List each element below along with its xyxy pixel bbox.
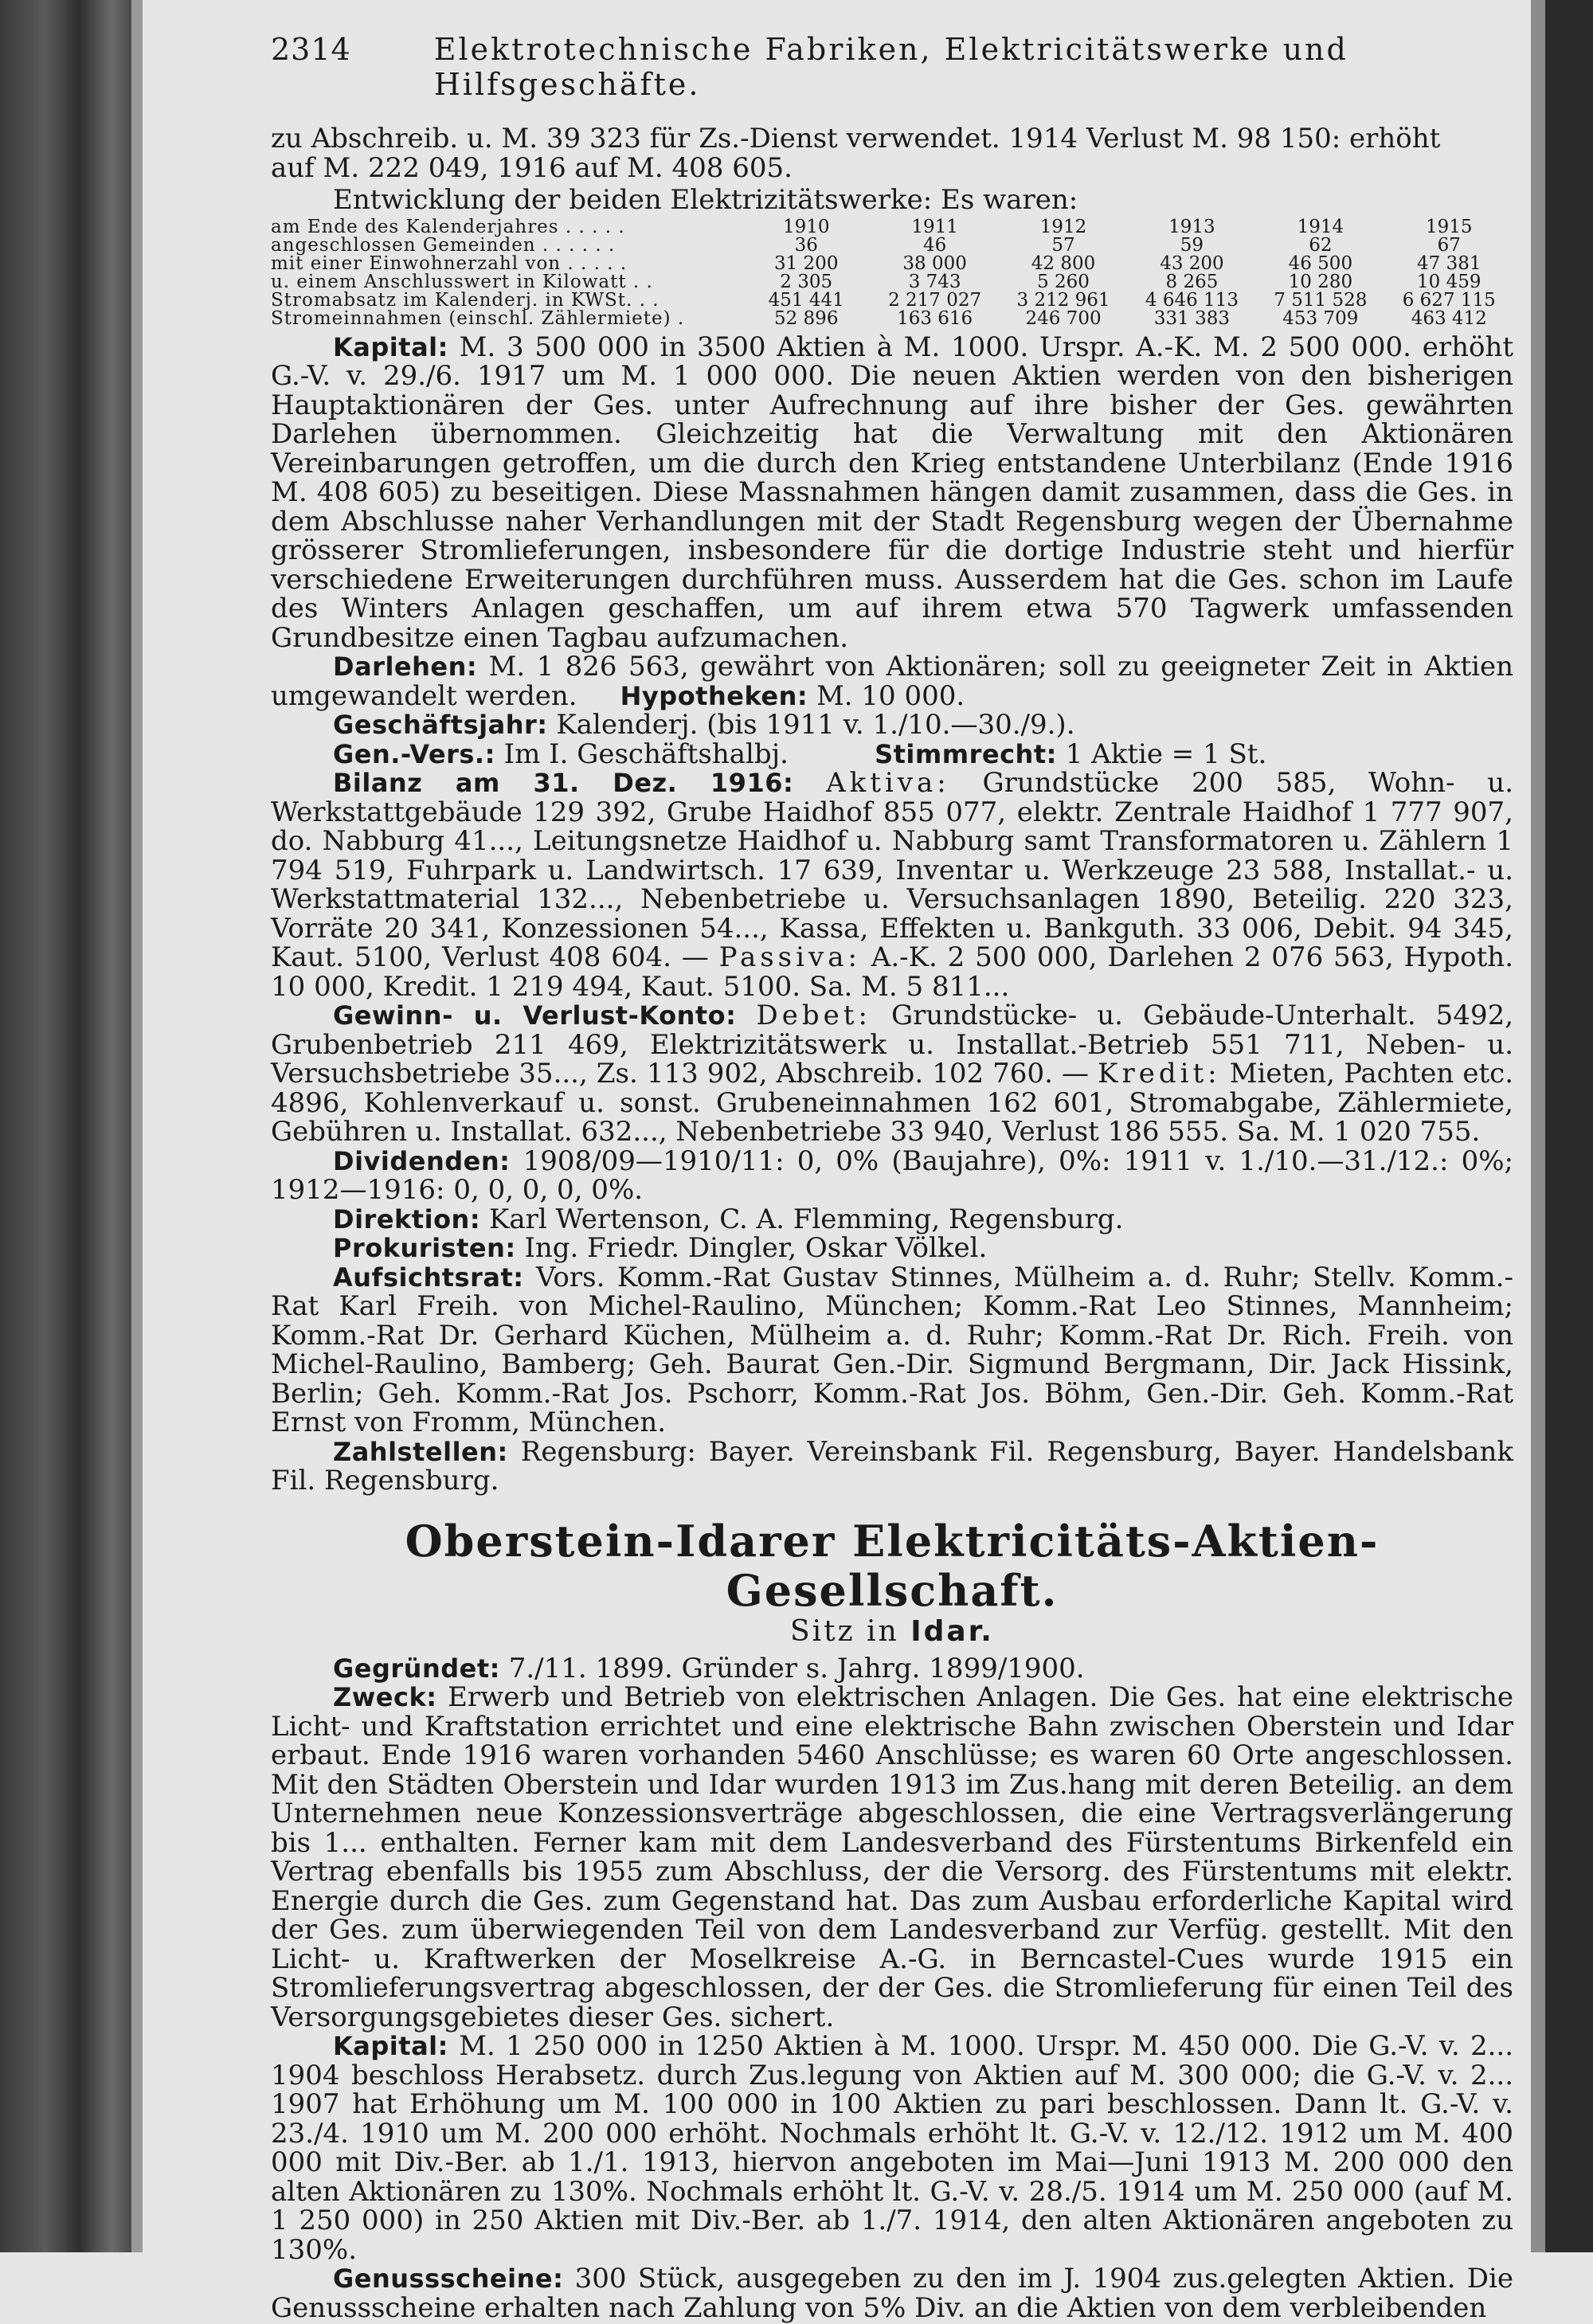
development-cell: 46 500 [1288,252,1353,274]
aufsichtsrat-paragraph [271,1263,1513,1438]
development-row-label: Stromeinnahmen (einschl. Zählermiete) . [271,307,685,329]
sitz-prefix: Sitz in [790,1614,899,1648]
aktiva-label: Aktiva: [826,767,950,799]
company-seat [271,1615,1513,1648]
genussscheine-key: Genussscheine: [333,2263,564,2294]
bilanz-paragraph [271,769,1513,1001]
development-cell: 453 709 [1282,307,1359,329]
aufsichtsrat-key: Aufsichtsrat: [333,1262,524,1293]
kapital-key: Kapital: [333,331,448,362]
document-page [271,32,1514,2324]
zahlstellen-paragraph [271,1435,1513,1497]
development-cell: 4 646 113 [1145,289,1239,311]
kapital2-key: Kapital: [333,2031,448,2061]
development-cell: 3 212 961 [1016,289,1110,311]
development-cell: 47 381 [1417,252,1481,274]
debet-label: Debet: [756,1000,871,1031]
development-cell: 2 305 [780,271,833,292]
development-cell: 8 265 [1165,271,1219,292]
aktiva-text: Grundstücke 200 585, Wohn- u. Werkstattgebäude 129 392, Grube Haidhof 855 077, elektr. Zentrale Haidhof 1 777 907, do. Nabburg 41..., Leitungsnetze Haidhof u. Nabburg samt Transformatoren u. Zählern 1 794 519, Fuhrpark u. Landwirtsch. 17 639, Inventar u. Werkzeuge 23 588, Installat.- u. Werkstattmaterial 132..., Nebenbetriebe u. Versuchsanlagen 1890, Beteilig. 220 323, Vorräte 20 341, Konzessionen 54..., Kassa, Effekten u. Bankguth. 33 006, Debit. 94 345, Kaut. 5100, Verlust 408 604. — [271,767,1514,973]
page-gutter [131,0,143,2252]
development-cell: 67 [1437,234,1461,256]
direktion-text: Karl Wertenson, C. A. Flemming, Regensburg. [488,1203,1124,1235]
geschaeftsjahr-key: Geschäftsjahr: [333,710,548,740]
genvers-paragraph [271,737,1513,770]
development-cell: 451 441 [768,289,844,311]
development-row [271,255,1513,273]
kredit-text: Mieten, Pachten etc. 4896, Kohlenverkauf u. sonst. Grubeneinnahmen 162 601, Stromabgabe, Zählermiete, Gebühren u. Installat. 632..., Nebenbetriebe 33 940, Verlust 186 555. Sa. M. 1 020 755. [271,1058,1514,1148]
development-row [271,237,1513,255]
development-cell: 46 [922,234,947,256]
development-cell: 2 217 027 [888,289,982,311]
development-cell: 52 896 [773,307,839,329]
dividenden-key: Dividenden: [333,1145,511,1176]
darlehen-key: Darlehen: [333,651,478,682]
development-cell: 6 627 115 [1402,289,1496,311]
kredit-label: Kredit: [1098,1058,1221,1090]
company-title: Oberstein-Idarer Elektricitäts-Aktien-Gesellschaft. [405,1515,1380,1616]
gegruendet-paragraph [271,1654,1513,1684]
darlehen-text: M. 1 826 563, gewährt von Aktionären; soll zu geeigneter Zeit in Aktien umgewandelt werden. [271,651,1513,712]
development-cell: 1912 [1039,216,1087,237]
gewinn-paragraph [271,1001,1513,1147]
page-edge-shadow [1531,0,1545,2252]
development-row-label: Stromabsatz im Kalenderj. in KWSt. . . [271,289,660,311]
intro-line-1: zu Abschreib. u. M. 39 323 für Zs.-Dienst verwendet. 1914 Verlust M. 98 150: erhöht [271,123,1441,155]
zweck-text: Erwerb und Betrieb von elektrischen Anlagen. Die Ges. hat eine elektrische Licht- und Kraftstation errichtet und eine elektrische Bahn zwischen Oberstein und Idar erbaut. Ende 1916 waren vorhanden 5460 Anschlüsse; es waren 60 Orte angeschlossen. Mit den Städten Oberstein und Idar wurden 1913 im Zus.hang mit deren Beteilig. an dem Unternehmen neue Konzessionsverträge abgeschlossen, die eine Vertragsverlängerung bis 1... enthalten. Ferner kam mit dem Landesverband des Fürstentums Birkenfeld ein Vertrag ebenfalls bis 1955 zum Abschluss, der die Versorg. des Fürstentums mit elektr. Energie durch die Ges. zum Gegenstand hat. Das zum Ausbau erforderliche Kapital wird der Ges. zum überwiegenden Teil von dem Landesverband zur Verfüg. gestellt. Mit den Licht- u. Kraftwerken der Moselkreise A.-G. in Berncastel-Cues wurde 1915 ein Stromlieferungsvertrag abgeschlossen, der der Ges. die Stromlieferung für einen Teil des Versorgungsgebietes dieser Ges. sichert. [271,1681,1513,2033]
adjacent-page-edge [1545,0,1593,2252]
development-cell: 38 000 [902,252,967,274]
prokuristen-key: Prokuristen: [333,1233,516,1263]
genussscheine-paragraph [271,2264,1513,2322]
development-cell: 463 412 [1411,307,1487,329]
gewinn-key: Gewinn- u. Verlust-Konto: [333,1000,737,1031]
zahlstellen-text: Regensburg: Bayer. Vereinsbank Fil. Regensburg, Bayer. Handelsbank Fil. Regensburg. [271,1435,1513,1497]
development-cell: 5 260 [1037,271,1090,292]
dividenden-paragraph [271,1144,1513,1206]
hypotheken-text: M. 10 000. [816,679,965,712]
kapital-text: M. 3 500 000 in 3500 Aktien à M. 1000. Urspr. A.-K. M. 2 500 000. erhöht G.-V. v. 29./6. 1917 um M. 1 000 000. Die neuen Aktien werden von den bisherigen Hauptaktionären der Ges. unter Aufrechnung auf ihre bisher der Ges. gewährten Darlehen übernommen. Gleichzeitig hat die Verwaltung mit den Aktionären Vereinbarungen getroffen, um die durch den Krieg entstandene Unterbilanz (Ende 1916 M. 408 605) zu beseitigen. Diese Massnahmen hängen damit zusammen, dass die Ges. in dem Abschlusse naher Verhandlungen mit der Stadt Regensburg wegen der Übernahme grösserer Stromlieferungen, insbesondere für die dortige Industrie steht und hierfür verschiedene Erweiterungen durchführen muss. Ausserdem hat die Ges. schon im Laufe des Winters Anlagen geschaffen, um auf ihrem etwa 570 Tagwerk umfassenden Grundbesitze einen Tagbau aufzumachen. [271,331,1513,654]
development-cell: 42 800 [1031,252,1096,274]
development-row [271,218,1513,237]
darlehen-paragraph [271,652,1513,710]
running-title: Elektrotechnische Fabriken, Elektricitätswerke und Hilfsgeschäfte. [433,32,1348,102]
genvers-text: Im I. Geschäftshalbj. [503,737,789,770]
gegruendet-key: Gegründet: [333,1653,500,1684]
prokuristen-paragraph [271,1234,1513,1263]
sitz-place: Idar. [910,1614,994,1648]
development-cell: 1910 [782,216,830,237]
direktion-paragraph [271,1205,1513,1234]
kapital2-paragraph [271,2032,1513,2264]
development-row-label: mit einer Einwohnerzahl von . . . . . [271,252,628,274]
development-cell: 1914 [1297,216,1344,237]
development-table [271,218,1513,328]
development-row [271,291,1513,310]
development-cell: 62 [1309,234,1333,256]
prokuristen-text: Ing. Friedr. Dingler, Oskar Völkel. [524,1232,988,1264]
geschaeftsjahr-text: Kalenderj. (bis 1911 v. 1./10.—30./9.). [556,709,1075,741]
development-cell: 246 700 [1025,307,1102,329]
intro-line-2: auf M. 222 049, 1916 auf M. 408 605. [271,151,793,184]
running-head [271,32,1513,102]
development-row-label: am Ende des Kalenderjahres . . . . . [271,216,625,237]
development-cell: 3 743 [908,271,961,292]
development-cell: 1913 [1168,216,1215,237]
development-heading: Entwicklung der beiden Elektrizitätswerke: Es waren: [333,184,1078,216]
stimmrecht-text: 1 Aktie = 1 St. [1065,737,1267,770]
kapital2-text: M. 1 250 000 in 1250 Aktien à M. 1000. Urspr. M. 450 000. Die G.-V. v. 2... 1904 beschloss Herabsetz. durch Zus.legung von Aktien auf M. 300 000; die G.-V. v. 2... 1907 hat Erhöhung um M. 100 000 in 100 Aktien zu pari beschlossen. Dann lt. G.-V. v. 23./4. 1910 um M. 200 000 erhöht. Nochmals erhöht lt. G.-V. v. 12./12. 1912 um M. 400 000 mit Div.-Ber. ab 1./1. 1913, hiervon angeboten im Mai—Juni 1913 M. 200 000 den alten Aktionären zu 130%. Nochmals erhöht lt. G.-V. v. 28./5. 1914 um M. 250 000 (auf M. 1 250 000) in 250 Aktien mit Div.-Ber. ab 1./7. 1914, den alten Aktionären angeboten zu 130%. [271,2030,1514,2266]
passiva-label: Passiva: [718,941,861,973]
development-cell: 7 511 528 [1274,289,1368,311]
development-cell: 59 [1180,234,1204,256]
dividenden-text: 1908/09—1910/11: 0, 0% (Baujahre), 0%: 1911 v. 1./10.—31./12.: 0%; 1912—1916: 0, 0, 0, 0, 0%. [271,1144,1513,1206]
hypotheken-key: Hypotheken: [620,680,808,711]
development-cell: 10 459 [1417,271,1481,292]
development-cell: 10 280 [1288,271,1353,292]
zweck-paragraph [271,1683,1513,2032]
development-cell: 163 616 [897,307,973,329]
genvers-key: Gen.-Vers.: [333,738,495,769]
development-row-label: angeschlossen Gemeinden . . . . . . [271,234,616,256]
development-cell: 36 [794,234,818,256]
development-cell: 31 200 [773,252,839,274]
development-cell: 331 383 [1153,307,1230,329]
stimmrecht-key: Stimmrecht: [875,738,1057,769]
development-cell: 1911 [911,216,958,237]
zweck-key: Zweck: [333,1682,437,1712]
direktion-key: Direktion: [333,1203,481,1234]
bilanz-key: Bilanz am 31. Dez. 1916: [333,768,794,798]
passiva-text: A.-K. 2 500 000, Darlehen 2 076 563, Hypoth. 10 000, Kredit. 1 219 494, Kaut. 5100. Sa. M. 5 811... [271,941,1514,1003]
kapital-paragraph [271,333,1513,653]
development-cell: 1915 [1426,216,1473,237]
development-cell: 43 200 [1160,252,1224,274]
development-row [271,273,1513,291]
development-cell: 57 [1051,234,1075,256]
genussscheine-text: 300 Stück, ausgegeben zu den im J. 1904 zus.gelegten Aktien. Die Genussscheine erhalten nach Zahlung von 5% Div. an die Aktien von dem verbleibenden [271,2263,1513,2324]
book-spine [0,0,131,2252]
zahlstellen-key: Zahlstellen: [333,1436,508,1467]
aufsichtsrat-text: Vors. Komm.-Rat Gustav Stinnes, Mülheim a. d. Ruhr; Stellv. Komm.-Rat Karl Freih. von Michel-Raulino, München; Komm.-Rat Leo Stinnes, Mannheim; Komm.-Rat Dr. Gerhard Küchen, Mülheim a. d. Ruhr; Komm.-Rat Dr. Rich. Freih. von Michel-Raulino, Bamberg; Geh. Baurat Gen.-Dir. Sigmund Bergmann, Dir. Jack Hissink, Berlin; Geh. Komm.-Rat Jos. Pschorr, Komm.-Rat Jos. Böhm, Gen.-Dir. Geh. Komm.-Rat Ernst von Fromm, München. [271,1261,1513,1438]
page-number: 2314 [271,32,351,67]
development-row-label: u. einem Anschlusswert in Kilowatt . . [271,271,653,292]
debet-text: Grundstücke- u. Gebäude-Unterhalt. 5492, Grubenbetrieb 211 469, Elektrizitätswerk u. Installat.-Betrieb 551 711, Neben- u. Versuchsbetriebe 35..., Zs. 113 902, Abschreib. 102 760. — [271,1000,1514,1090]
geschaeftsjahr-paragraph [271,710,1513,740]
gegruendet-text: 7./11. 1899. Gründer s. Jahrg. 1899/1900. [508,1652,1085,1684]
development-row [271,310,1513,328]
